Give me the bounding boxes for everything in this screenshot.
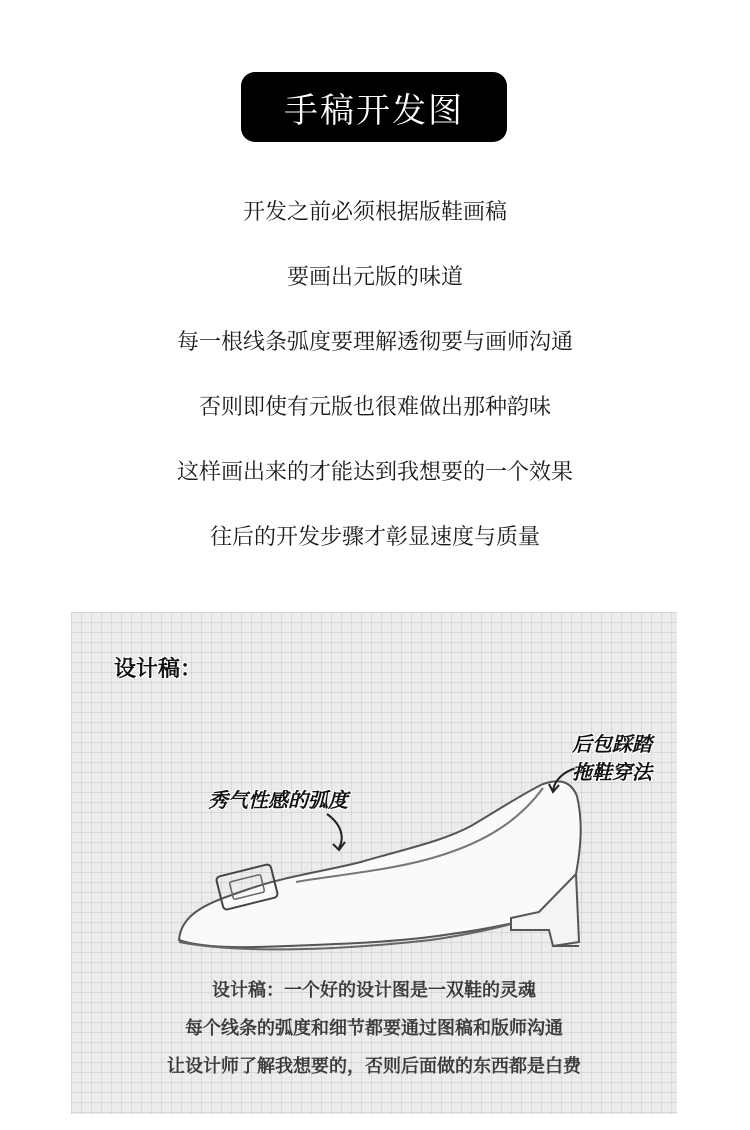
intro-line-5: 这样画出来的才能达到我想要的一个效果	[176, 460, 573, 485]
curve-arrow	[327, 814, 342, 848]
intro-line-3: 每一根线条弧度要理解透彻要与画师沟通	[176, 330, 573, 355]
title-banner	[241, 72, 507, 142]
caption-line-3: 让设计师了解我想要的，否则后面做的东西都是白费	[167, 1056, 581, 1077]
intro-line-6: 往后的开发步骤才彰显速度与质量	[209, 525, 540, 550]
design-sketch-panel	[71, 612, 677, 1114]
caption-line-2: 每个线条的弧度和细节都要通过图稿和版师沟通	[185, 1018, 563, 1039]
heel-annotation	[572, 730, 652, 786]
shoe-sketch-illustration	[71, 612, 677, 972]
caption-line-1: 设计稿：一个好的设计图是一双鞋的灵魂	[212, 980, 536, 1001]
intro-line-1: 开发之前必须根据版鞋画稿	[242, 200, 507, 225]
panel-heading: 设计稿：	[114, 657, 203, 682]
curve-annotation: 秀气性感的弧度	[208, 788, 348, 812]
heel-annotation-line-2: 拖鞋穿法	[572, 760, 652, 784]
page-title: 手稿开发图	[284, 90, 464, 131]
heel-annotation-line-1: 后包踩踏	[572, 732, 652, 756]
intro-line-4: 否则即使有元版也很难做出那种韵味	[198, 395, 551, 420]
intro-line-2: 要画出元版的味道	[286, 265, 463, 290]
